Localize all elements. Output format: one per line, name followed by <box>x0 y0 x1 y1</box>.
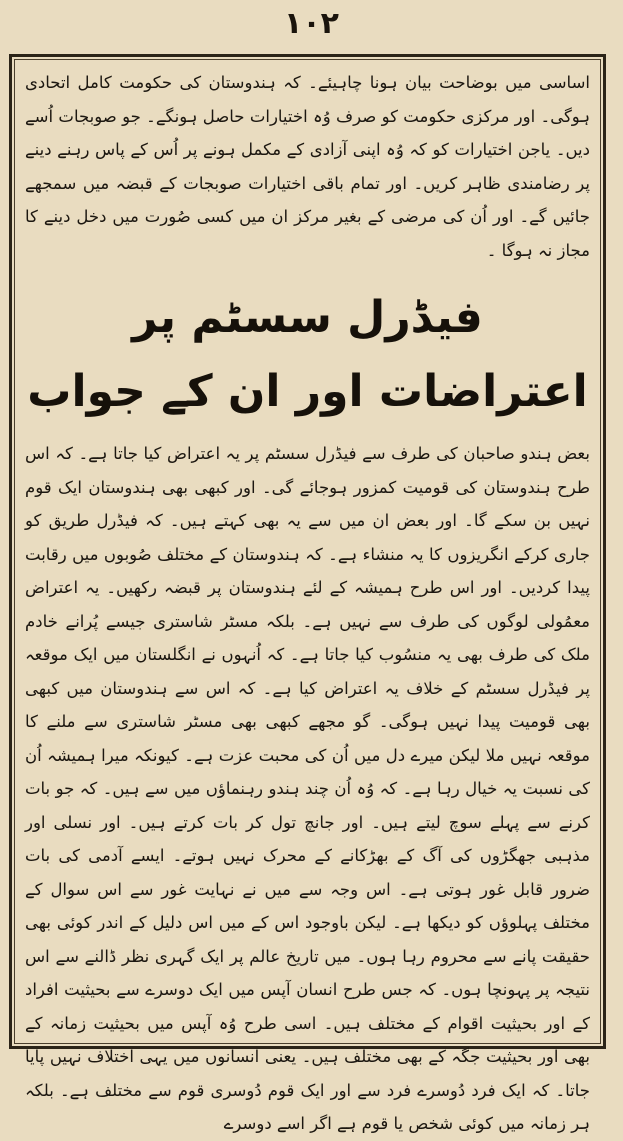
page-number: ۱۰۲ <box>284 6 339 41</box>
body-paragraph: بعض ہندو صاحبان کی طرف سے فیڈرل سسٹم پر یہ اعتراض کیا جاتا ہے۔ کہ اس طرح ہندوستان کی قومیت کمزور ہوجائے گی۔ اور کبھی بھی ہندوستان ایک قوم نہیں بن سکے گا۔ اور بعض ان میں سے یہ بھی کہتے ہیں۔ کہ فیڈرل طریق کو جاری کرکے انگریزوں کا یہ منشاء ہے۔ کہ ہندوستان کے مختلف صُوبوں میں رقابت پیدا کردیں۔ اور اس طرح ہمیشہ کے لئے ہندوستان پر قبضہ رکھیں۔ یہ اعتراض معمُولی لوگوں کی طرف سے نہیں ہے۔ بلکہ مسٹر شاستری جیسے پُرانے خادم ملک کی طرف بھی یہ منسُوب کیا جاتا ہے۔ کہ اُنہوں نے انگلستان میں ایک موقعہ پر فیڈرل سسٹم کے خلاف یہ اعتراض کیا ہے۔ کہ اس سے ہندوستان میں کبھی بھی قومیت پیدا نہیں ہوگی۔ گو مجھے کبھی بھی مسٹر شاستری سے ملنے کا موقعہ نہیں ملا لیکن میرے دل میں اُن کی محبت عزت ہے۔ کیونکہ میرا ہمیشہ اُن کی نسبت یہ خیال رہا ہے۔ کہ وُہ اُن چند ہندو رہنماؤں میں سے ہیں۔ کہ جو بات کرنے سے پہلے سوچ لیتے ہیں۔ اور جانچ تول کر بات کرتے ہیں۔ اور نسلی اور مذہبی جھگڑوں کی آگ کے بھڑکانے کے محرک نہیں ہوتے۔ ایسے آدمی کی بات ضرور قابل غور ہوتی ہے۔ اس وجہ سے میں نے نہایت غور سے اس سوال کے مختلف پہلوؤں کو دیکھا ہے۔ لیکن باوجود اس کے میں اس دلیل کے اندر کوئی بھی حقیقت پانے سے محروم رہا ہوں۔ میں تاریخ عالم پر ایک گہری نظر ڈالنے سے اس نتیجہ پر پہونچا ہوں۔ کہ جس طرح انسان آپس میں ایک دوسرے سے بحیثیت افراد کے اور بحیثیت اقوام کے مختلف ہیں۔ اسی طرح وُہ آپس میں بحیثیت زمانہ کے بھی اور بحیثیت جگہ کے بھی مختلف ہیں۔ یعنی انسانوں میں یہی اختلاف نہیں پایا جاتا۔ کہ ایک فرد دُوسرے فرد سے اور ایک قوم دُوسری قوم سے مختلف ہے۔ بلکہ ہر زمانہ میں کوئی شخص یا قوم ہے اگر اسے دوسرے <box>25 444 590 1133</box>
section-heading: فیڈرل سسٹم پر اعتراضات اور ان کے جواب <box>27 292 588 417</box>
intro-paragraph: اساسی میں بوضاحت بیان ہونا چاہیئے۔ کہ ہندوستان کی حکومت کامل اتحادی ہوگی۔ اور مرکزی حکومت کو صرف وُہ اختیارات حاصل ہونگے۔ جو صوبجات اُسے دیں۔ یاجن اختیارات کو کہ وُہ اپنی آزادی کے مکمل ہونے پر اُس کے پاس رہنے دینے پر رضامندی ظاہر کریں۔ اور تمام باقی اختیارات صوبجات کے قبضہ میں سمجھے جائیں گے۔ اور اُن کی مرضی کے بغیر مرکز ان میں کسی صُورت میں دخل دینے کا مجاز نہ ہوگا ۔ <box>25 73 590 260</box>
page-border <box>9 54 606 1133</box>
text-area <box>14 59 601 1133</box>
